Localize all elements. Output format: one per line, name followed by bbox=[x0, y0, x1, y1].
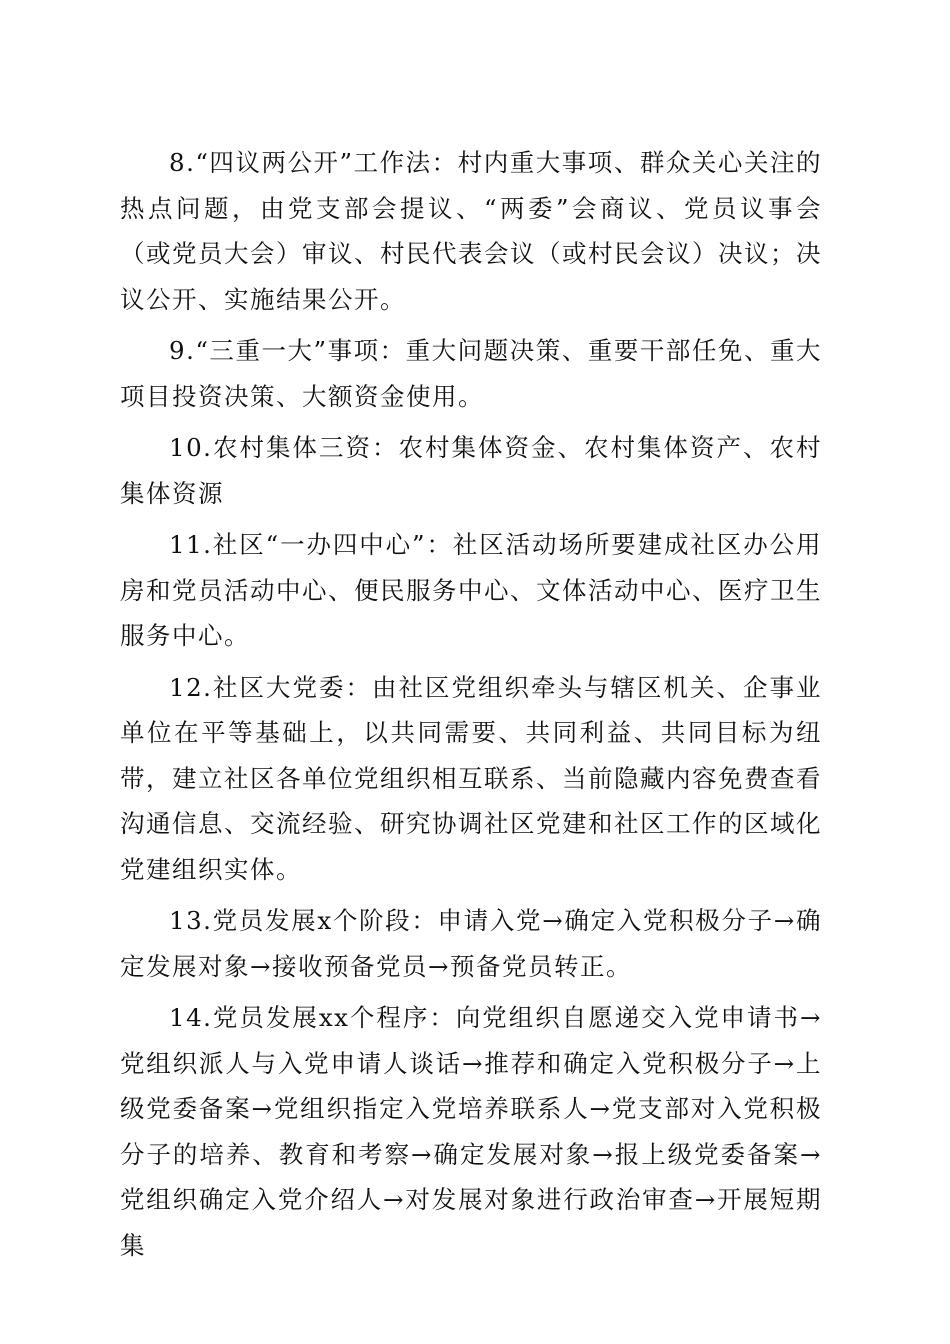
paragraph-14: 14.党员发展xx个程序：向党组织自愿递交入党申请书→党组织派人与入党申请人谈话→推荐和确定入党积极分子→上级党委备案→党组织指定入党培养联系人→党支部对入党积极分子的培养、教育和考察→确定发展对象→报上级党委备案→党组织确定入党介绍人→对发展对象进行政治审查→开展短期集 bbox=[120, 1003, 822, 1260]
paragraph-8: 8.“四议两公开”工作法：村内重大事项、群众关心关注的热点问题，由党支部会提议、“两委”会商议、党员议事会（或党员大会）审议、村民代表会议（或村民会议）决议；决议公开、实施结果公开。 bbox=[120, 148, 822, 314]
paragraph-10: 10.农村集体三资：农村集体资金、农村集体资产、农村集体资源 bbox=[120, 433, 822, 508]
document-page bbox=[120, 140, 822, 1274]
paragraph-11: 11.社区“一办四中心”：社区活动场所要建成社区办公用房和党员活动中心、便民服务中心、文体活动中心、医疗卫生服务中心。 bbox=[120, 530, 822, 650]
paragraph-9: 9.“三重一大”事项：重大问题决策、重要干部任免、重大项目投资决策、大额资金使用。 bbox=[120, 336, 822, 411]
paragraph-12: 12.社区大党委：由社区党组织牵头与辖区机关、企事业单位在平等基础上，以共同需要、共同利益、共同目标为纽带，建立社区各单位党组织相互联系、当前隐藏内容免费查看沟通信息、交流经验、研究协调社区党建和社区工作的区域化党建组织实体。 bbox=[120, 672, 822, 884]
paragraph-13: 13.党员发展x个阶段：申请入党→确定入党积极分子→确定发展对象→接收预备党员→预备党员转正。 bbox=[120, 906, 822, 981]
